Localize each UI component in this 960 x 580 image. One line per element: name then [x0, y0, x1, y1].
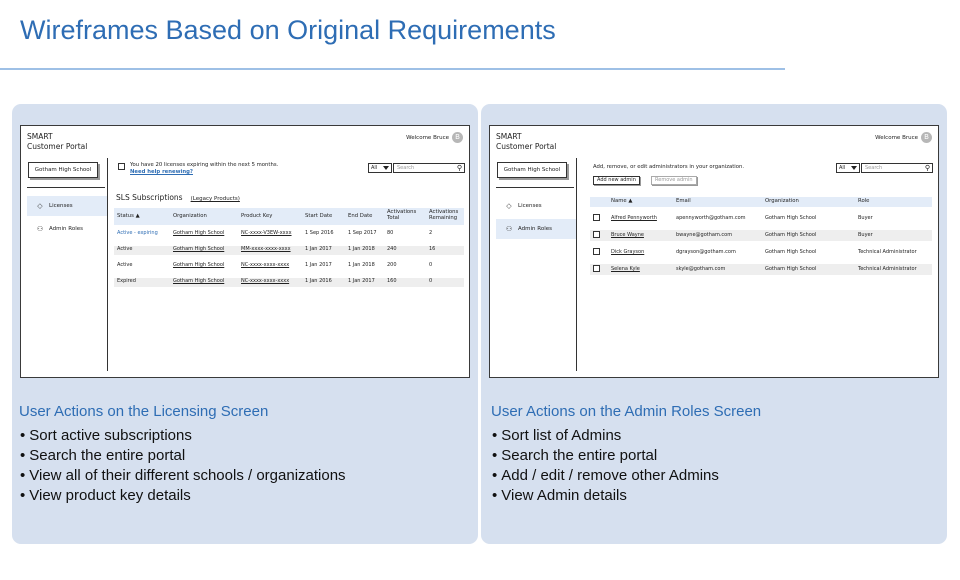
- table-row[interactable]: Active - expiring Gotham High School NC-xxxx-V3EW-xxxx 1 Sep 2016 1 Sep 2017 80 2: [117, 230, 433, 236]
- subscriptions-table-header: [114, 208, 464, 225]
- sidebar-border: [576, 158, 577, 371]
- list-item: • Sort active subscriptions: [20, 426, 346, 446]
- admin-actions-list: [492, 426, 719, 506]
- search-icon[interactable]: ⚲: [456, 164, 462, 172]
- table-row[interactable]: Expired Gotham High School NC-xxxx-xxxx-xxxx 1 Jan 2016 1 Jan 2017 160 0: [114, 278, 464, 287]
- sidebar-item-licenses[interactable]: [496, 196, 576, 216]
- diamond-icon: ◇: [506, 202, 512, 210]
- list-item: • Add / edit / remove other Admins: [492, 466, 719, 486]
- search-icon[interactable]: ⚲: [924, 164, 930, 172]
- school-selector-button[interactable]: Gotham High School: [497, 162, 567, 178]
- app-name: SMART Customer Portal: [27, 132, 88, 151]
- search-input[interactable]: Search ⚲: [861, 163, 933, 173]
- notice-text: You have 20 licenses expiring within the next 5 months.: [130, 162, 279, 168]
- chevron-down-icon: [383, 166, 389, 170]
- list-item: • Search the entire portal: [492, 446, 719, 466]
- row-checkbox[interactable]: [593, 214, 600, 221]
- table-row[interactable]: Active Gotham High School NC-xxxx-xxxx-xxxx 1 Jan 2017 1 Jan 2018 200 0: [117, 262, 433, 268]
- column-end-date[interactable]: End Date: [348, 213, 373, 219]
- avatar[interactable]: B: [452, 132, 463, 143]
- legacy-products-link[interactable]: (Legacy Products): [190, 196, 240, 202]
- sidebar-item-label: Licenses: [518, 203, 542, 209]
- search-scope-select[interactable]: All: [368, 163, 392, 173]
- subscriptions-heading: SLS Subscriptions (Legacy Products): [116, 193, 240, 202]
- column-activations-total[interactable]: Activations Total: [387, 209, 417, 221]
- welcome-text: Welcome Bruce: [875, 135, 918, 141]
- add-admin-button[interactable]: Add new admin: [593, 176, 640, 185]
- admin-intro-text: Add, remove, or edit administrators in your organization.: [593, 164, 745, 170]
- sidebar-item-label: Admin Roles: [518, 226, 552, 232]
- sidebar-item-label: Admin Roles: [49, 226, 83, 232]
- remove-admin-button[interactable]: Remove admin: [651, 176, 697, 185]
- row-checkbox[interactable]: [593, 231, 600, 238]
- column-product-key[interactable]: Product Key: [241, 213, 273, 219]
- column-name[interactable]: Name ▲: [611, 198, 633, 204]
- column-organization[interactable]: Organization: [765, 198, 799, 204]
- admin-roles-panel: [481, 104, 947, 544]
- users-icon: ⚇: [36, 225, 44, 233]
- renew-help-link[interactable]: Need help renewing?: [130, 169, 193, 175]
- sidebar-border: [107, 158, 108, 371]
- admin-roles-wireframe: [489, 125, 939, 378]
- licensing-panel: [12, 104, 478, 544]
- list-item: • Search the entire portal: [20, 446, 346, 466]
- row-checkbox[interactable]: [593, 265, 600, 272]
- chevron-down-icon: [851, 166, 857, 170]
- admins-table-header: [590, 197, 932, 207]
- column-status[interactable]: Status ▲: [117, 213, 140, 219]
- sidebar-item-admin-roles[interactable]: [27, 219, 107, 239]
- column-organization[interactable]: Organization: [173, 213, 207, 219]
- title-divider: [0, 68, 785, 70]
- list-item: • View all of their different schools / organizations: [20, 466, 346, 486]
- expiry-notice: [118, 162, 278, 176]
- sidebar-item-admin-roles[interactable]: [496, 219, 576, 239]
- row-checkbox[interactable]: [593, 248, 600, 255]
- column-start-date[interactable]: Start Date: [305, 213, 333, 219]
- licensing-actions-list: [20, 426, 346, 506]
- column-email[interactable]: Email: [676, 198, 691, 204]
- list-item: • View Admin details: [492, 486, 719, 506]
- list-item: • View product key details: [20, 486, 346, 506]
- diamond-icon: ◇: [37, 202, 43, 210]
- sidebar-item-label: Licenses: [49, 203, 73, 209]
- admin-actions-title: User Actions on the Admin Roles Screen: [491, 403, 762, 420]
- app-name: SMART Customer Portal: [496, 132, 557, 151]
- column-activations-remaining[interactable]: Activations Remaining: [429, 209, 459, 221]
- column-role[interactable]: Role: [858, 198, 870, 204]
- table-row[interactable]: Bruce Wayne bwayne@gotham.com Gotham High School Buyer: [590, 230, 932, 241]
- licensing-wireframe: [20, 125, 470, 378]
- page-title: Wireframes Based on Original Requirements: [20, 15, 556, 45]
- avatar[interactable]: B: [921, 132, 932, 143]
- sidebar-divider: [27, 187, 105, 188]
- welcome-text: Welcome Bruce: [406, 135, 449, 141]
- table-row[interactable]: Alfred Pennyworth apennyworth@gotham.com Gotham High School Buyer: [590, 213, 932, 224]
- school-selector-button[interactable]: Gotham High School: [28, 162, 98, 178]
- table-row[interactable]: Active Gotham High School MM-xxxx-xxxx-xxxx 1 Jan 2017 1 Jan 2018 240 16: [114, 246, 464, 255]
- table-row[interactable]: Selena Kyle skyle@gotham.com Gotham High School Technical Administrator: [590, 264, 932, 275]
- search-scope-select[interactable]: All: [836, 163, 860, 173]
- list-item: • Sort list of Admins: [492, 426, 719, 446]
- search-input[interactable]: Search ⚲: [393, 163, 465, 173]
- sidebar-item-licenses[interactable]: [27, 196, 107, 216]
- calendar-icon: [118, 163, 125, 170]
- table-row[interactable]: Dick Grayson dgrayson@gotham.com Gotham High School Technical Administrator: [590, 247, 932, 258]
- users-icon: ⚇: [505, 225, 513, 233]
- sidebar-divider: [496, 187, 574, 188]
- licensing-actions-title: User Actions on the Licensing Screen: [19, 403, 269, 420]
